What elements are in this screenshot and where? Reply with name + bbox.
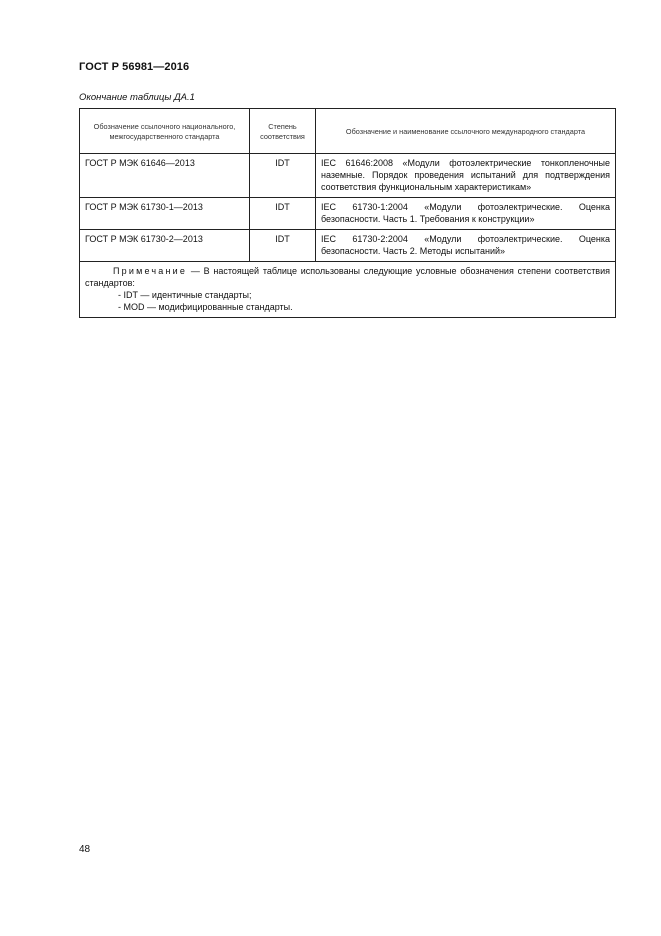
international-standard-cell: IEC 61730-2:2004 «Модули фотоэлектрические. Оценка безопасности. Часть 2. Методы испытаний» <box>316 230 616 262</box>
table-row <box>80 154 616 198</box>
international-standard-cell: IEC 61730-1:2004 «Модули фотоэлектрические. Оценка безопасности. Часть 1. Требования к конструкции» <box>316 198 616 230</box>
page-number: 48 <box>79 844 91 855</box>
note-label: Примечание <box>113 266 188 276</box>
note-text: — В настоящей таблице использованы следующие условные обозначения степени соответствия стандартов: <box>85 266 610 288</box>
header-international-standard: Обозначение и наименование ссылочного международного стандарта <box>316 109 616 154</box>
document-code: ГОСТ Р 56981—2016 <box>79 61 190 73</box>
header-national-standard: Обозначение ссылочного национального, межгосударственного стандарта <box>80 109 250 154</box>
national-standard-cell: ГОСТ Р МЭК 61646—2013 <box>80 154 250 198</box>
degree-cell: IDT <box>250 230 316 262</box>
table-caption: Окончание таблицы ДА.1 <box>79 92 195 103</box>
standards-table <box>79 108 616 318</box>
table-header-row <box>80 109 616 154</box>
national-standard-cell: ГОСТ Р МЭК 61730-2—2013 <box>80 230 250 262</box>
note-item-mod: - MOD — модифицированные стандарты. <box>118 302 293 312</box>
degree-cell: IDT <box>250 198 316 230</box>
note-row <box>80 262 616 318</box>
header-degree: Степень соответствия <box>250 109 316 154</box>
note-cell <box>80 262 616 318</box>
table-row <box>80 230 616 262</box>
note-item-idt: - IDT — идентичные стандарты; <box>118 290 252 300</box>
table-row <box>80 198 616 230</box>
international-standard-cell: IEC 61646:2008 «Модули фотоэлектрические тонкопленочные наземные. Порядок проведения испытаний для подтверждения соответствия функциональным характеристикам» <box>316 154 616 198</box>
national-standard-cell: ГОСТ Р МЭК 61730-1—2013 <box>80 198 250 230</box>
note-paragraph <box>85 265 610 289</box>
degree-cell: IDT <box>250 154 316 198</box>
